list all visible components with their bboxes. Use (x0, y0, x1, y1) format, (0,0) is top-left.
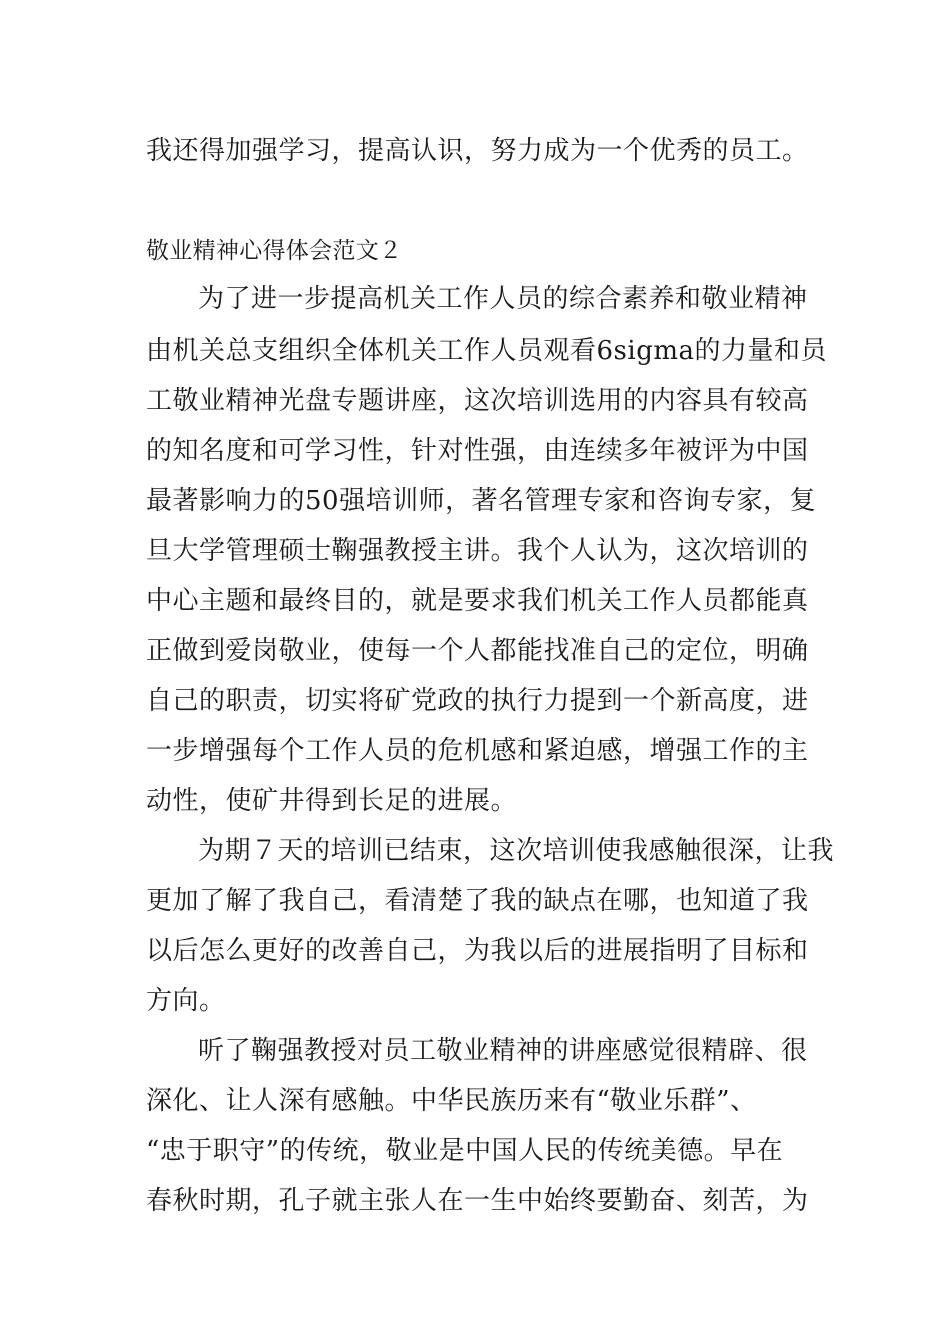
paragraph-line: 工敬业精神光盘专题讲座，这次培训选用的内容具有较高 (146, 386, 809, 416)
paragraph-line: 旦大学管理硕士鞠强教授主讲。我个人认为，这次培训的 (146, 536, 809, 566)
paragraph-line: 春秋时期，孔子就主张人在一生中始终要勤奋、刻苦，为 (146, 1186, 809, 1216)
section-title: 敬业精神心得体会范文２ (146, 238, 403, 264)
paragraph-line: 最著影响力的50强培训师，著名管理专家和咨询专家，复 (146, 486, 817, 516)
paragraph-line: 动性，使矿井得到长足的进展。 (146, 786, 518, 816)
paragraph-line: 中心主题和最终目的，就是要求我们机关工作人员都能真 (146, 586, 809, 616)
paragraph-line: 听了鞠强教授对员工敬业精神的讲座感觉很精辟、很 (198, 1036, 808, 1066)
paragraph-line: 为期７天的培训已结束，这次培训使我感触很深，让我 (198, 836, 835, 866)
closing-line: 我还得加强学习，提高认识，努力成为一个优秀的员工。 (146, 136, 809, 166)
paragraph-line: 由机关总支组织全体机关工作人员观看6sigma的力量和员 (146, 336, 827, 366)
paragraph-line: 更加了解了我自己，看清楚了我的缺点在哪，也知道了我 (146, 886, 809, 916)
paragraph-line: 为了进一步提高机关工作人员的综合素养和敬业精神 (198, 284, 808, 314)
paragraph-line: 的知名度和可学习性，针对性强，由连续多年被评为中国 (146, 436, 809, 466)
paragraph-line: “忠于职守”的传统，敬业是中国人民的传统美德。早在 (146, 1136, 784, 1166)
paragraph-line: 以后怎么更好的改善自己，为我以后的进展指明了目标和 (146, 936, 809, 966)
paragraph-line: 一步增强每个工作人员的危机感和紧迫感，增强工作的主 (146, 736, 809, 766)
paragraph-line: 正做到爱岗敬业，使每一个人都能找准自己的定位，明确 (146, 636, 809, 666)
paragraph-line: 方向。 (146, 986, 226, 1016)
paragraph-line: 自己的职责，切实将矿党政的执行力提到一个新高度，进 (146, 686, 809, 716)
paragraph-line: 深化、让人深有感触。中华民族历来有“敬业乐群”、 (146, 1086, 757, 1116)
